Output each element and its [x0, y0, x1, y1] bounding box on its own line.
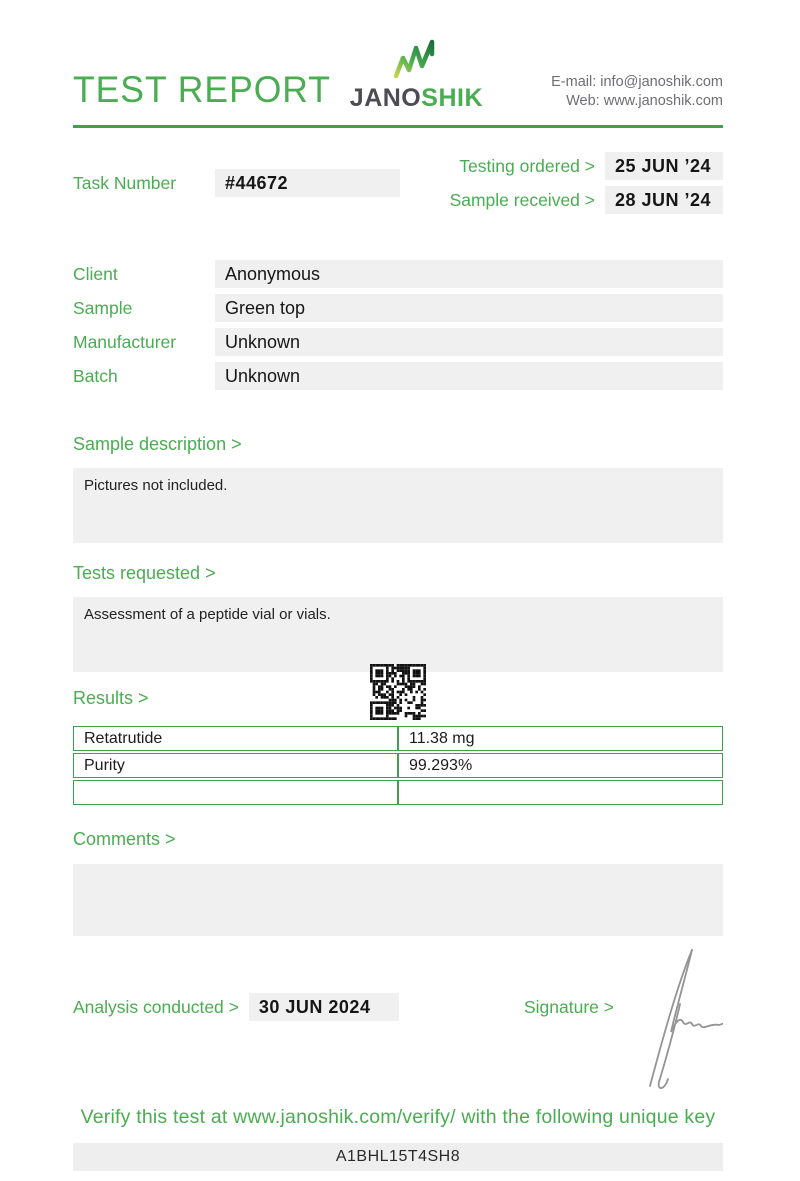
signature-label: Signature >	[524, 996, 614, 1017]
results-section	[73, 688, 723, 807]
analysis-conducted-label: Analysis conducted >	[73, 996, 239, 1017]
client-label: Client	[73, 263, 118, 284]
tests-requested-heading: Tests requested >	[73, 563, 216, 583]
result-value	[398, 780, 723, 805]
analysis-signature-row	[73, 992, 723, 1022]
signature-image	[628, 944, 723, 1094]
manufacturer-row	[73, 328, 723, 356]
chart-peaks-icon	[392, 38, 440, 83]
analysis-group	[73, 993, 399, 1021]
logo-part-jano: JANO	[349, 84, 422, 112]
logo-part-shik: SHIK	[421, 84, 483, 112]
batch-label: Batch	[73, 365, 118, 386]
batch-value: Unknown	[215, 362, 723, 390]
task-number-group	[73, 152, 400, 214]
result-name	[73, 780, 398, 805]
sample-description-heading: Sample description >	[73, 434, 242, 454]
sample-received-value: 28 JUN ’24	[605, 186, 723, 214]
sample-value: Green top	[215, 294, 723, 322]
table-row	[73, 726, 723, 751]
analysis-date-value: 30 JUN 2024	[249, 993, 399, 1021]
header-divider	[73, 125, 723, 128]
client-value: Anonymous	[215, 260, 723, 288]
sample-label: Sample	[73, 297, 133, 318]
signature-group	[524, 992, 723, 1022]
page-title: TEST REPORT	[73, 69, 331, 110]
testing-ordered-value: 25 JUN ’24	[605, 152, 723, 180]
sample-received-row	[450, 186, 723, 214]
manufacturer-label: Manufacturer	[73, 331, 177, 352]
sample-info-block	[73, 260, 723, 390]
manufacturer-value: Unknown	[215, 328, 723, 356]
table-row	[73, 753, 723, 778]
unique-key-value: A1BHL15T4SH8	[73, 1143, 723, 1171]
result-name: Purity	[73, 753, 398, 778]
tests-requested-box: Assessment of a peptide vial or vials.	[73, 597, 723, 672]
sample-description-box: Pictures not included.	[73, 468, 723, 543]
signature-area	[628, 992, 723, 1022]
task-number-label: Task Number	[73, 172, 177, 193]
table-row	[73, 780, 723, 805]
logo-wordmark	[350, 86, 483, 111]
task-dates-row	[73, 152, 723, 214]
contact-block	[551, 73, 723, 111]
results-table	[73, 724, 723, 807]
testing-ordered-label: Testing ordered >	[459, 155, 595, 176]
qr-code	[370, 664, 426, 720]
dates-group	[450, 152, 723, 214]
results-heading: Results >	[73, 688, 149, 708]
result-value: 99.293%	[398, 753, 723, 778]
comments-box	[73, 864, 723, 936]
janoshik-logo	[350, 38, 483, 111]
client-row	[73, 260, 723, 288]
result-name: Retatrutide	[73, 726, 398, 751]
email-line: E-mail: info@janoshik.com	[551, 74, 723, 90]
sample-received-label: Sample received >	[449, 189, 595, 210]
task-number-value: #44672	[215, 169, 400, 197]
report-header	[73, 38, 723, 111]
batch-row	[73, 362, 723, 390]
comments-heading: Comments >	[73, 829, 176, 849]
web-line: Web: www.janoshik.com	[566, 93, 723, 109]
sample-row	[73, 294, 723, 322]
result-value: 11.38 mg	[398, 726, 723, 751]
testing-ordered-row	[450, 152, 723, 180]
verify-instruction: Verify this test at www.janoshik.com/verify/ with the following unique key	[80, 1106, 716, 1128]
